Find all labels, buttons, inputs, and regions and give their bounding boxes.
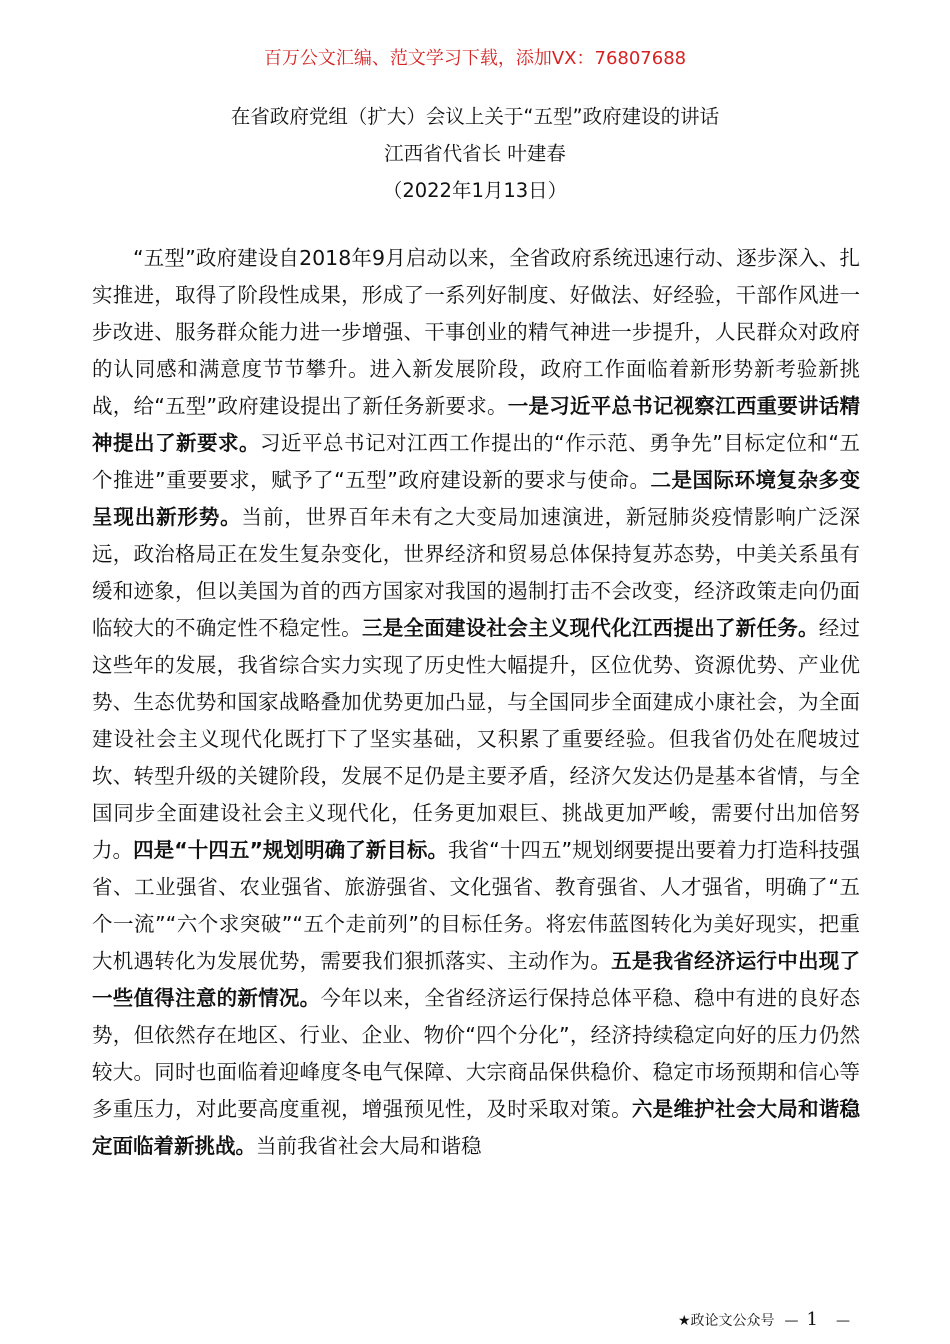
point-heading-5: 五是我省经济运行中出现了一些值得注意的新情况。 (92, 949, 861, 1010)
footer-source: ★政论文公众号 (677, 1313, 775, 1329)
page-number: 1 (806, 1309, 818, 1330)
document-header (0, 98, 950, 209)
document-title: 在省政府党组（扩大）会议上关于“五型”政府建设的讲话 (230, 105, 720, 128)
body-paragraph (92, 240, 860, 1165)
body-segment: 今年以来，全省经济运行保持总体平稳、稳中有进的良好态势，但依然存在地区、行业、企业、物价“四个分化”，经济持续稳定向好的压力仍然较大。同时也面临着迎峰度冬电气保障、大宗商品保供稳价、稳定市场预期和信心等多重压力，对此要高度重视，增强预见性，及时采取对策。 (92, 986, 861, 1121)
footer-dash-left: — (784, 1313, 799, 1329)
footer-dash-right: — (836, 1313, 850, 1329)
body-segment: 当前我省社会大局和谐稳 (256, 1134, 482, 1158)
point-heading-1: 一是习近平总书记视察江西重要讲话精神提出了新要求。 (92, 394, 861, 455)
body-segment: 我省“十四五”规划纲要提出要着力打造科技强省、工业强省、农业强省、旅游强省、文化强省、教育强省、人才强省，明确了“五个一流”“六个求突破”“五个走前列”的目标任务。将宏伟蓝图转化为美好现实，把重大机遇转化为发展优势，需要我们狠抓落实、主动作为。 (92, 838, 860, 973)
page-footer (678, 1309, 850, 1332)
watermark-banner: 百万公文汇编、范文学习下载，添加VX：76807688 (263, 48, 687, 69)
point-heading-4: 四是“十四五”规划明确了新目标。 (133, 838, 449, 862)
body-segment: “五型”政府建设自2018年9月启动以来，全省政府系统迅速行动、逐步深入、扎实推进，取得了阶段性成果，形成了一系列好制度、好做法、好经验，干部作风进一步改进、服务群众能力进一步增强、干事创业的精气神进一步提升，人民群众对政府的认同感和满意度节节攀升。进入新发展阶段，政府工作面临着新形势新考验新挑战，给“五型”政府建设提出了新任务新要求。 (92, 246, 860, 418)
point-heading-3: 三是全面建设社会主义现代化江西提出了新任务。 (361, 616, 819, 640)
body-segment: 经过这些年的发展，我省综合实力实现了历史性大幅提升，区位优势、资源优势、产业优势、生态优势和国家战略叠加优势更加凸显，与全国同步全面建成小康社会，为全面建设社会主义现代化既打下了坚实基础，又积累了重要经验。但我省仍处在爬坡过坎、转型升级的关键阶段，发展不足仍是主要矛盾，经济欠发达仍是基本省情，与全国同步全面建设社会主义现代化，任务更加艰巨、挑战更加严峻，需要付出加倍努力。 (92, 616, 861, 862)
point-heading-6: 六是维护社会大局和谐稳定面临着新挑战。 (92, 1097, 861, 1158)
speaker-line: 江西省代省长 叶建春 (384, 142, 566, 165)
point-heading-2: 二是国际环境复杂多变呈现出新形势。 (92, 468, 860, 529)
speech-date: （2022年1月13日） (382, 179, 568, 202)
body-segment: 习近平总书记对江西工作提出的“作示范、勇争先”目标定位和“五个推进”重要要求，赋予了“五型”政府建设新的要求与使命。 (92, 431, 860, 492)
body-segment: 当前，世界百年未有之大变局加速演进，新冠肺炎疫情影响广泛深远，政治格局正在发生复杂变化，世界经济和贸易总体保持复苏态势，中美关系虽有缓和迹象，但以美国为首的西方国家对我国的遏制打击不会改变，经济政策走向仍面临较大的不确定性不稳定性。 (92, 505, 860, 640)
